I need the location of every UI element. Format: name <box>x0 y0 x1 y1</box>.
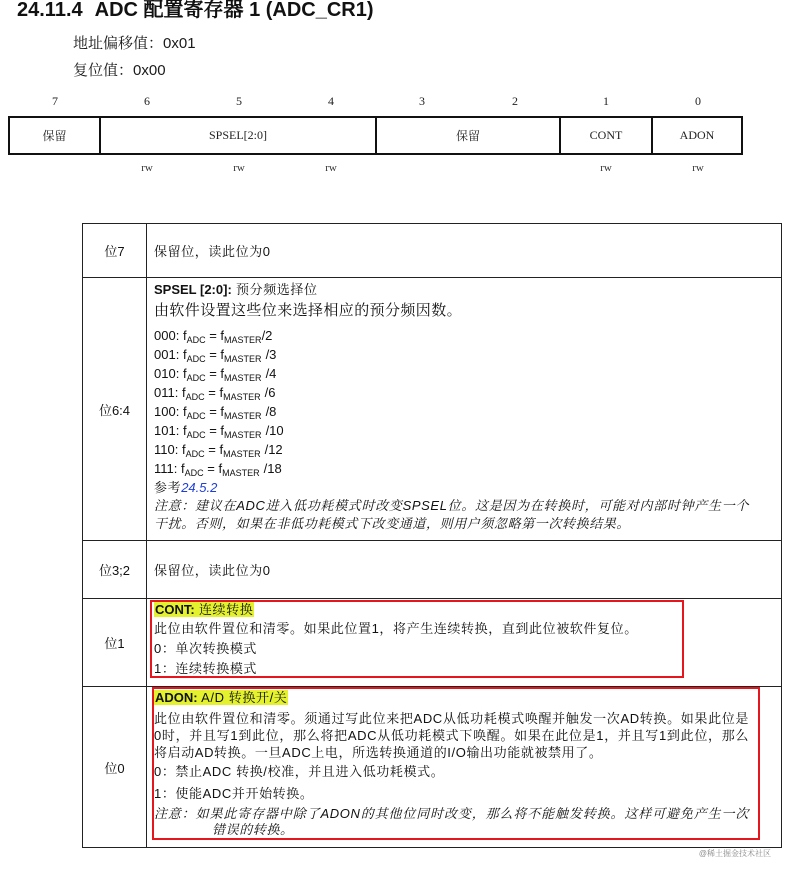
spsel-heading <box>154 281 749 299</box>
equals-sign: = <box>209 404 217 419</box>
reset-value <box>73 62 166 80</box>
adc-clock-symbol <box>182 385 205 400</box>
master-subscript: MASTER <box>223 449 261 459</box>
reserved-text: 保留位，读此位为0 <box>154 244 271 259</box>
spsel-option <box>154 383 749 402</box>
cont-heading <box>154 601 749 619</box>
adc-subscript: ADC <box>185 449 205 459</box>
frequency-symbol: f <box>181 442 186 457</box>
master-clock-symbol <box>219 385 260 400</box>
adon-note: 注意：如果此寄存器中除了ADON的其他位同时改变，那么将不能触发转换。这样可避免产生一次错误的转换。 <box>154 806 749 837</box>
bit-label: 位1 <box>83 599 147 686</box>
cont-title: 连续转换 <box>198 602 254 617</box>
section-title <box>17 0 374 22</box>
adc-clock-symbol <box>183 404 206 419</box>
frequency-symbol: f <box>218 461 223 476</box>
adc-clock-symbol <box>181 461 204 476</box>
spsel-option <box>154 421 749 440</box>
option-code: 001: <box>154 347 180 362</box>
equals-sign: = <box>208 385 216 400</box>
frequency-symbol: f <box>182 328 187 343</box>
option-code: 110: <box>154 442 179 457</box>
spsel-option <box>154 364 749 383</box>
spsel-reference <box>154 478 749 497</box>
field-reserved-3-2: 保留 <box>377 118 561 153</box>
adc-subscript: ADC <box>186 411 206 421</box>
access-type-bit1: rw <box>600 162 612 174</box>
adc-clock-symbol <box>183 423 206 438</box>
prescaler-divider: /3 <box>265 347 277 362</box>
spsel-option <box>154 402 749 421</box>
frequency-symbol: f <box>181 385 186 400</box>
option-code: 111: <box>154 461 178 476</box>
adc-clock-symbol <box>183 328 206 343</box>
frequency-symbol: f <box>219 385 224 400</box>
adc-subscript: ADC <box>186 373 206 383</box>
master-clock-symbol <box>220 328 261 343</box>
equals-sign: = <box>209 366 217 381</box>
bit-number-2: 2 <box>512 94 518 108</box>
field-adon: ADON <box>679 128 715 142</box>
register-map <box>8 116 743 155</box>
adon-option-1: 1：使能ADC并开始转换。 <box>154 786 314 801</box>
bit-number-1: 1 <box>603 94 609 108</box>
adc-clock-symbol <box>183 347 206 362</box>
bit-number-0: 0 <box>695 94 701 108</box>
adon-heading <box>154 689 749 707</box>
reserved-text: 保留位，读此位为0 <box>154 563 271 578</box>
spsel-option <box>154 440 749 459</box>
adc-subscript: ADC <box>186 354 206 364</box>
field-reserved-7: 保留 <box>10 118 101 153</box>
equals-sign: = <box>209 328 217 343</box>
prescaler-divider: /2 <box>261 328 273 343</box>
spsel-note: 注意：建议在ADC进入低功耗模式时改变SPSEL位。这是因为在转换时，可能对内部时钟产生一个干扰。否则，如果在非低功耗模式下改变通道，则用户须忽略第一次转换结果。 <box>154 498 749 531</box>
master-clock-symbol <box>219 442 260 457</box>
prescaler-divider: /12 <box>264 442 283 457</box>
option-code: 101: <box>154 423 180 438</box>
bit-number-4: 4 <box>328 94 334 108</box>
spsel-option <box>154 459 749 478</box>
address-offset-value: 0x01 <box>163 35 196 52</box>
table-row-cont <box>83 599 781 687</box>
bit-label: 位3;2 <box>83 541 147 598</box>
site-watermark: @稀土掘金技术社区 <box>698 849 771 858</box>
master-clock-symbol <box>220 366 261 381</box>
bit-label: 位0 <box>83 687 147 847</box>
adc-clock-symbol <box>183 366 206 381</box>
bit-number-6: 6 <box>144 94 150 108</box>
cont-summary: 此位由软件置位和清零。如果此位置1，将产生连续转换，直到此位被软件复位。 <box>154 621 638 636</box>
spsel-name: SPSEL [2:0]: <box>154 282 232 297</box>
adc-subscript: ADC <box>186 335 206 345</box>
section-heading: ADC 配置寄存器 1 (ADC_CR1) <box>94 0 374 21</box>
frequency-symbol: f <box>182 347 187 362</box>
cont-option-0: 0：单次转换模式 <box>154 641 258 656</box>
spsel-option <box>154 345 749 364</box>
prescaler-divider: /8 <box>265 404 277 419</box>
prescaler-divider: /18 <box>263 461 282 476</box>
cont-description <box>154 601 749 679</box>
frequency-symbol: f <box>219 442 224 457</box>
master-subscript: MASTER <box>224 430 262 440</box>
bit-label: 位6:4 <box>83 278 147 540</box>
address-offset <box>73 35 196 53</box>
section-number: 24.11.4 <box>17 0 83 21</box>
bit-description <box>147 599 781 686</box>
bit-label: 位7 <box>83 224 147 277</box>
adon-summary: 此位由软件置位和清零。须通过写此位来把ADC从低功耗模式唤醒并触发一次AD转换。如果此位是0时，并且写1到此位，那么将把ADC从低功耗模式下唤醒。如果在此位是1，并且写1到此位，那么将启动AD转换。一旦ADC上电，所选转换通道的I/O输出功能就被禁用了。 <box>154 711 749 760</box>
bit-description <box>147 224 781 277</box>
prescaler-divider: /10 <box>265 423 284 438</box>
master-subscript: MASTER <box>224 411 262 421</box>
spsel-title: 预分频选择位 <box>236 282 318 297</box>
spsel-description <box>154 281 749 533</box>
bit-number-5: 5 <box>236 94 242 108</box>
adon-description <box>154 689 749 838</box>
frequency-symbol: f <box>182 423 187 438</box>
frequency-symbol: f <box>220 366 225 381</box>
cont-name: CONT: <box>155 602 195 617</box>
access-type-bit5: rw <box>233 162 245 174</box>
master-clock-symbol <box>220 404 261 419</box>
reset-value-label: 复位值： <box>73 62 134 79</box>
adon-option-0: 0：禁止ADC 转换/校准，并且进入低功耗模式。 <box>154 764 445 779</box>
option-code: 010: <box>154 366 180 381</box>
frequency-symbol: f <box>220 404 225 419</box>
master-subscript: MASTER <box>222 468 260 478</box>
adc-clock-symbol <box>182 442 205 457</box>
field-spsel: SPSEL[2:0] <box>101 118 377 153</box>
option-code: 100: <box>154 404 180 419</box>
master-subscript: MASTER <box>224 373 262 383</box>
access-type-bit4: rw <box>325 162 337 174</box>
spsel-summary: 由软件设置这些位来选择相应的预分频因数。 <box>154 303 463 319</box>
bit-number-7: 7 <box>52 94 58 108</box>
option-code: 011: <box>154 385 179 400</box>
field-cont: CONT <box>561 118 653 153</box>
master-subscript: MASTER <box>224 335 262 345</box>
reference-prefix: 参考 <box>154 480 182 495</box>
adc-subscript: ADC <box>185 392 205 402</box>
spsel-option <box>154 326 749 345</box>
reset-value-value: 0x00 <box>133 62 166 79</box>
frequency-symbol: f <box>182 404 187 419</box>
frequency-symbol: f <box>220 347 225 362</box>
equals-sign: = <box>209 423 217 438</box>
bit-description <box>147 541 781 598</box>
master-subscript: MASTER <box>223 392 261 402</box>
bit-description <box>147 687 781 847</box>
adon-highlight <box>154 690 288 705</box>
adc-subscript: ADC <box>184 468 204 478</box>
spsel-option-list <box>154 326 749 478</box>
equals-sign: = <box>208 442 216 457</box>
prescaler-divider: /6 <box>264 385 276 400</box>
bit-description-table <box>82 223 782 848</box>
table-row-bit7 <box>83 224 781 278</box>
address-offset-label: 地址偏移值： <box>73 35 164 52</box>
adc-subscript: ADC <box>186 430 206 440</box>
equals-sign: = <box>209 347 217 362</box>
bit-number-3: 3 <box>419 94 425 108</box>
frequency-symbol: f <box>220 328 225 343</box>
frequency-symbol: f <box>182 366 187 381</box>
master-clock-symbol <box>220 347 261 362</box>
frequency-symbol: f <box>220 423 225 438</box>
adon-title: A/D 转换开/关 <box>201 690 288 705</box>
access-type-bit6: rw <box>141 162 153 174</box>
prescaler-divider: /4 <box>265 366 277 381</box>
access-type-bit0: rw <box>692 162 704 174</box>
master-subscript: MASTER <box>224 354 262 364</box>
cont-option-1: 1：连续转换模式 <box>154 661 258 676</box>
adon-name: ADON: <box>155 690 198 705</box>
table-row-bit3-2 <box>83 541 781 599</box>
table-row-spsel <box>83 278 781 541</box>
option-code: 000: <box>154 328 180 343</box>
equals-sign: = <box>207 461 215 476</box>
cont-highlight <box>154 602 254 617</box>
master-clock-symbol <box>218 461 259 476</box>
frequency-symbol: f <box>181 461 185 476</box>
master-clock-symbol <box>220 423 261 438</box>
section-reference-link[interactable]: 24.5.2 <box>181 480 218 495</box>
bit-description <box>147 278 781 540</box>
table-row-adon <box>83 687 781 847</box>
